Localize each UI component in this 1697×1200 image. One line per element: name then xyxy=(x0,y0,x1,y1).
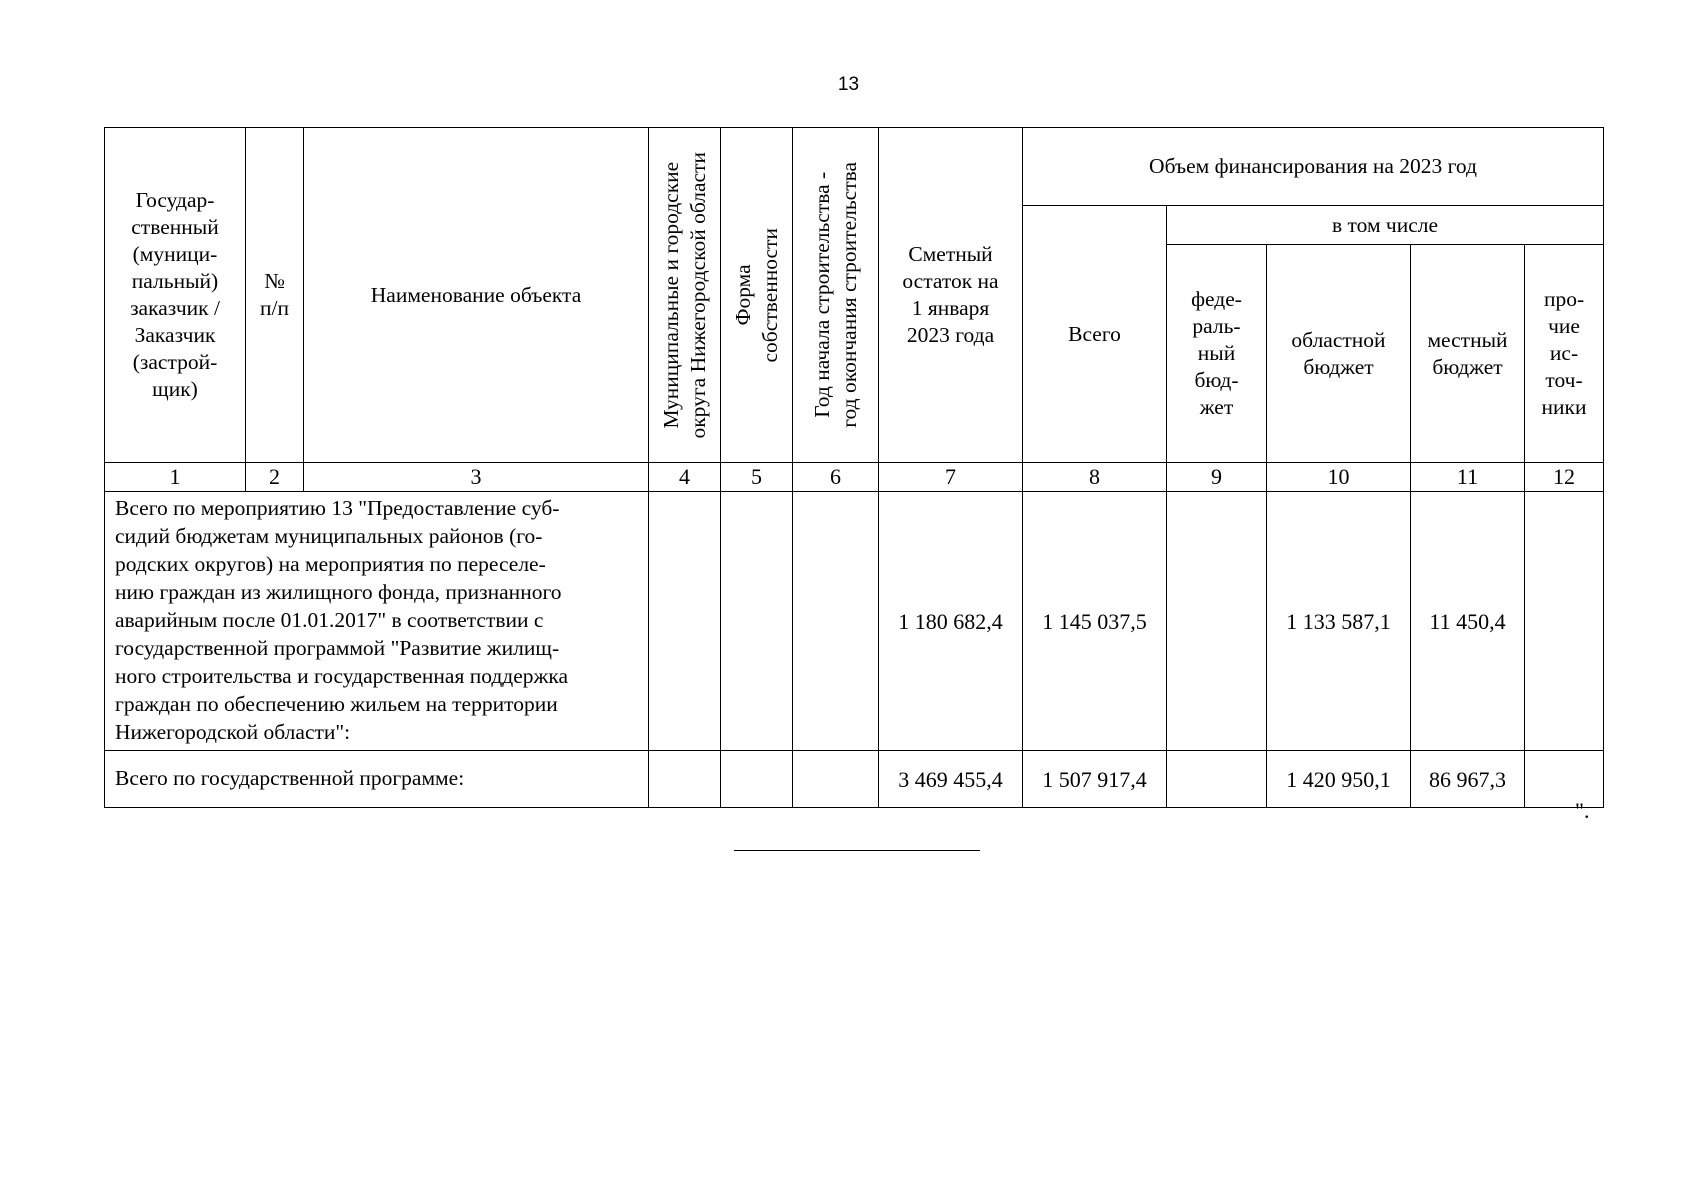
header-funding-volume: Объем финансирования на 2023 год xyxy=(1023,128,1604,206)
column-number: 10 xyxy=(1267,463,1411,492)
row-cell-regional: 1 133 587,1 xyxy=(1267,492,1411,751)
row-label: Всего по мероприятию 13 "Предоставление суб- сидий бюджетам муниципальных районов (го- родских округов) на мероприятия по переселе- нию граждан из жилищного фонда, признанного аварийным после 01.01.2017" в соответствии с государственной программой "Развитие жилищ- ного строительства и государственная поддержка граждан по обеспечению жильем на территории Нижегородской области": xyxy=(105,492,649,751)
row-cell-municipalities xyxy=(649,751,721,808)
row-cell-regional: 1 420 950,1 xyxy=(1267,751,1411,808)
column-number: 5 xyxy=(721,463,793,492)
column-number: 11 xyxy=(1411,463,1525,492)
table-row-program-total xyxy=(105,751,1604,808)
row-label: Всего по государственной программе: xyxy=(105,751,649,808)
column-number: 4 xyxy=(649,463,721,492)
row-cell-total: 1 507 917,4 xyxy=(1023,751,1167,808)
header-object-name: Наименование объекта xyxy=(304,128,649,463)
header-estimated-balance: Сметный остаток на 1 января 2023 года xyxy=(879,128,1023,463)
row-cell-local: 11 450,4 xyxy=(1411,492,1525,751)
row-cell-municipalities xyxy=(649,492,721,751)
closing-quote-mark: ". xyxy=(1575,798,1590,823)
row-cell-ownership xyxy=(721,751,793,808)
row-cell-estimated-balance: 1 180 682,4 xyxy=(879,492,1023,751)
column-number: 12 xyxy=(1525,463,1604,492)
column-number: 6 xyxy=(793,463,879,492)
header-including: в том числе xyxy=(1167,206,1604,245)
row-cell-federal xyxy=(1167,492,1267,751)
column-number: 7 xyxy=(879,463,1023,492)
column-number: 1 xyxy=(105,463,246,492)
column-number: 2 xyxy=(246,463,304,492)
column-number: 3 xyxy=(304,463,649,492)
row-cell-ownership xyxy=(721,492,793,751)
row-cell-total: 1 145 037,5 xyxy=(1023,492,1167,751)
header-municipalities: Муниципальные и городские округа Нижегородской области xyxy=(649,128,721,463)
row-cell-other xyxy=(1525,751,1604,808)
header-years: Год начала строительства - год окончания строительства xyxy=(793,128,879,463)
column-numbers-row xyxy=(105,463,1604,492)
header-local-budget: местный бюджет xyxy=(1411,245,1525,463)
table-row xyxy=(105,492,1604,751)
row-cell-federal xyxy=(1167,751,1267,808)
header-other-sources: про- чие ис- точ- ники xyxy=(1525,245,1604,463)
header-ownership: Форма собственности xyxy=(721,128,793,463)
separator-line xyxy=(734,850,980,851)
header-federal-budget: феде- раль- ный бюд- жет xyxy=(1167,245,1267,463)
header-total: Всего xyxy=(1023,206,1167,463)
row-cell-years xyxy=(793,751,879,808)
row-cell-other xyxy=(1525,492,1604,751)
column-number: 8 xyxy=(1023,463,1167,492)
financing-table xyxy=(104,127,1604,808)
header-number: № п/п xyxy=(246,128,304,463)
header-regional-budget: областной бюджет xyxy=(1267,245,1411,463)
row-cell-years xyxy=(793,492,879,751)
page-number: 13 xyxy=(837,74,860,95)
row-cell-estimated-balance: 3 469 455,4 xyxy=(879,751,1023,808)
column-number: 9 xyxy=(1167,463,1267,492)
row-cell-local: 86 967,3 xyxy=(1411,751,1525,808)
header-customer: Государ- ственный (муници- пальный) заказчик / Заказчик (застрой- щик) xyxy=(105,128,246,463)
